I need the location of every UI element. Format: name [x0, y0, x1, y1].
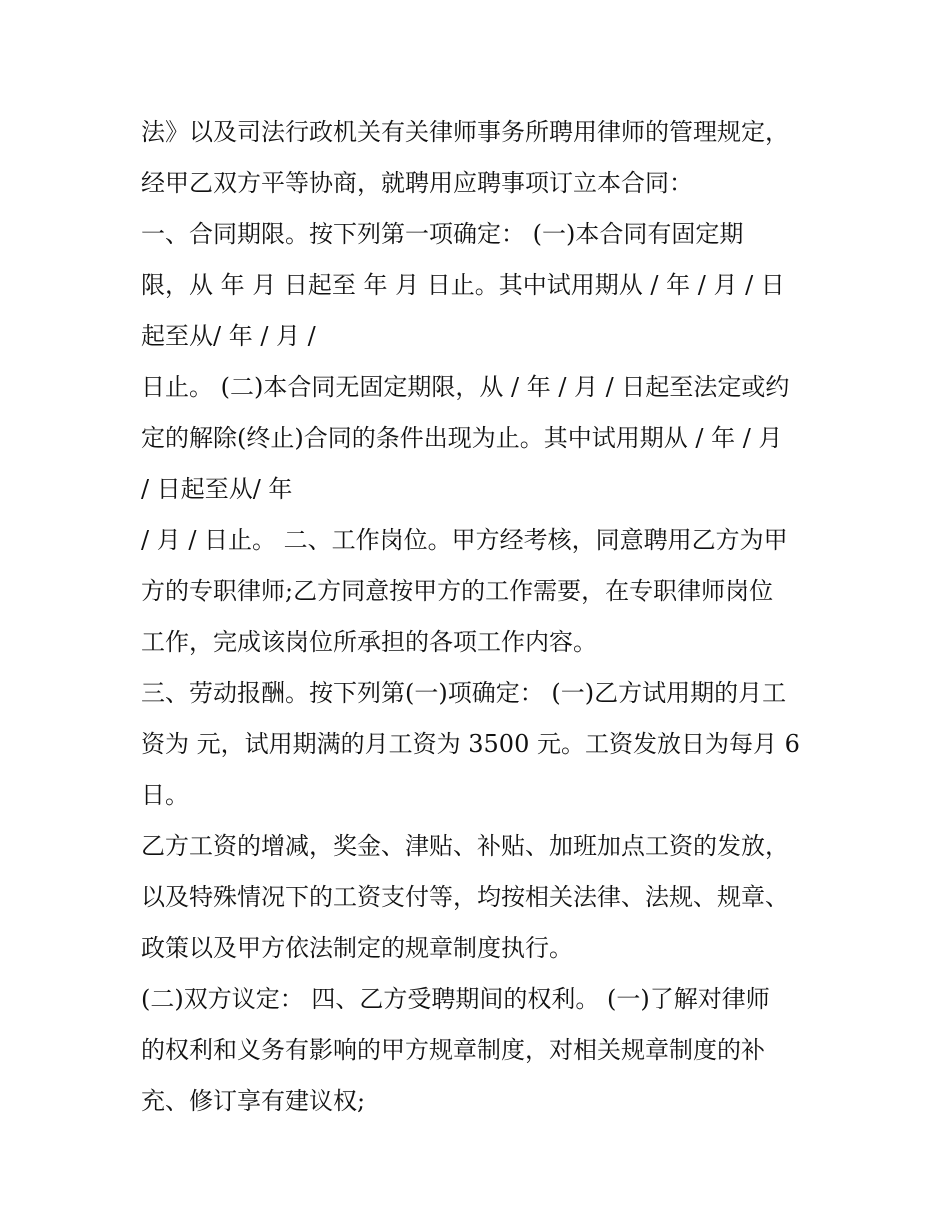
text-line: (二)双方议定： 四、乙方受聘期间的权利。 (一)了解对律师	[141, 985, 770, 1013]
text-line: 政策以及甲方依法制定的规章制度执行。	[141, 934, 573, 962]
text-line: 日止。 (二)本合同无固定期限，从 / 年 / 月 / 日起至法定或约	[141, 373, 790, 401]
text-line: 起至从/ 年 / 月 /	[141, 322, 316, 350]
text-line: 工作，完成该岗位所承担的各项工作内容。	[141, 628, 597, 656]
contract-body-text	[141, 107, 831, 1127]
text-line: / 月 / 日止。 二、工作岗位。甲方经考核，同意聘用乙方为甲	[141, 526, 788, 554]
text-line: 一、合同期限。按下列第一项确定： (一)本合同有固定期	[141, 220, 744, 248]
text-line: / 日起至从/ 年	[141, 475, 293, 503]
text-line: 乙方工资的增减，奖金、津贴、补贴、加班加点工资的发放，	[141, 832, 789, 860]
text-line: 资为 元，试用期满的月工资为 3500 元。工资发放日为每月 6	[141, 730, 800, 758]
text-line: 的权利和义务有影响的甲方规章制度，对相关规章制度的补	[141, 1036, 765, 1064]
text-line: 日。	[141, 781, 189, 809]
text-line: 充、修订享有建议权;	[141, 1087, 366, 1115]
text-line: 以及特殊情况下的工资支付等，均按相关法律、法规、规章、	[141, 883, 789, 911]
text-line: 定的解除(终止)合同的条件出现为止。其中试用期从 / 年 / 月	[141, 424, 783, 452]
text-line: 三、劳动报酬。按下列第(一)项确定： (一)乙方试用期的月工	[141, 679, 787, 707]
text-line: 方的专职律师;乙方同意按甲方的工作需要，在专职律师岗位	[141, 577, 774, 605]
text-line: 法》以及司法行政机关有关律师事务所聘用律师的管理规定，	[141, 118, 789, 146]
text-line: 经甲乙双方平等协商，就聘用应聘事项订立本合同：	[141, 169, 693, 197]
text-line: 限，从 年 月 日起至 年 月 日止。其中试用期从 / 年 / 月 / 日	[141, 271, 785, 299]
